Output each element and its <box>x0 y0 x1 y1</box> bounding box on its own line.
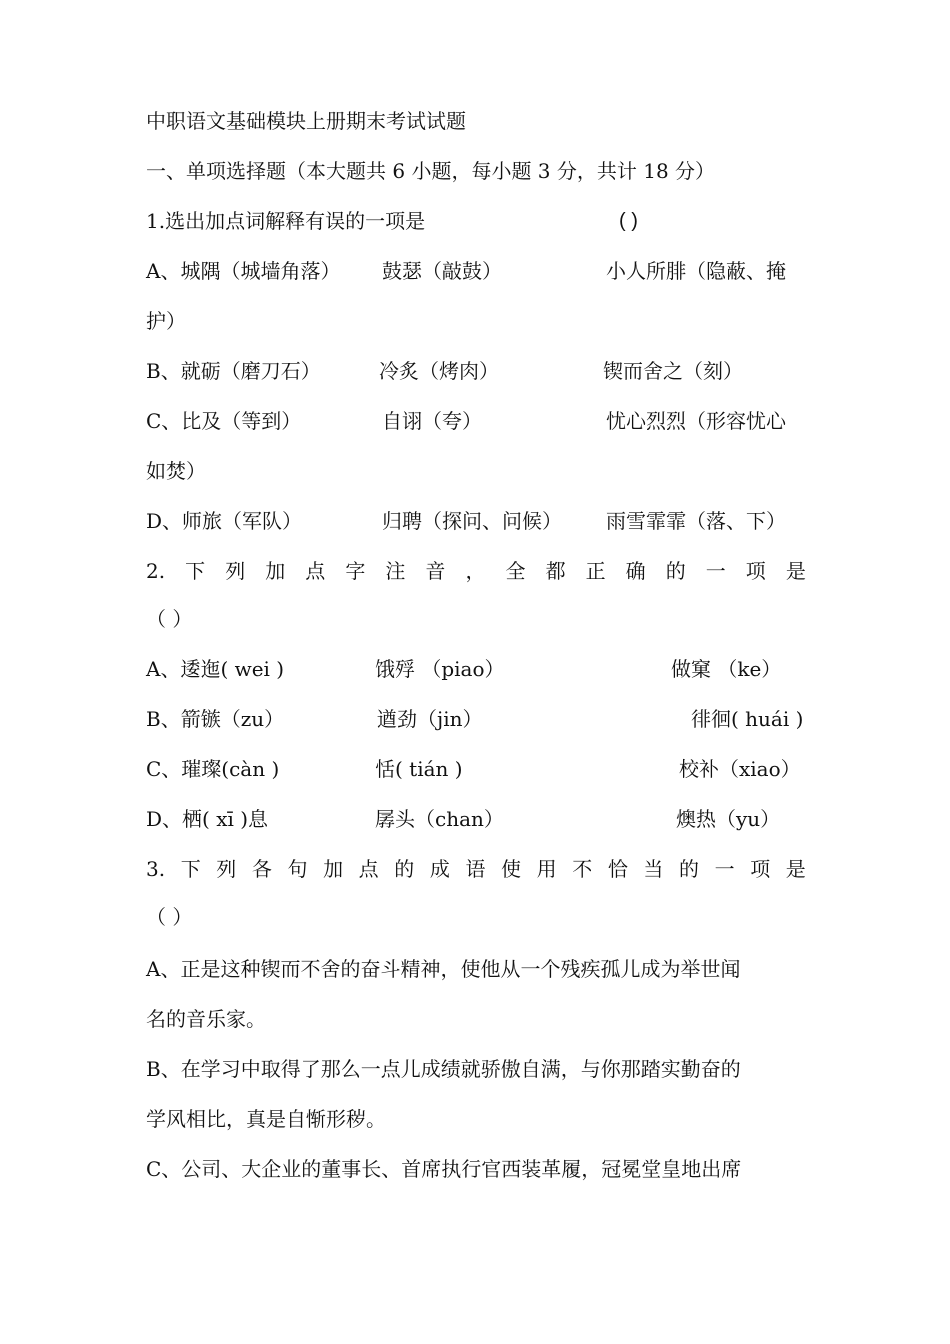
stem-char: 的 <box>394 857 415 881</box>
stem-char: 注 <box>385 559 406 583</box>
option-c-line-1: C、公司、大企业的董事长、首席执行官西装革履，冠冕堂皇地出席 <box>146 1157 742 1181</box>
stem-char: 句 <box>287 857 308 881</box>
option-c-item-1: C、比及（等到） <box>146 409 302 433</box>
stem-char: 下 <box>185 559 206 583</box>
stem-char: 2. <box>146 559 166 583</box>
stem-char: 项 <box>745 559 766 583</box>
stem-char: 点 <box>358 857 379 881</box>
stem-char: 列 <box>216 857 237 881</box>
stem-char: 加 <box>323 857 344 881</box>
stem-char: 成 <box>429 857 450 881</box>
stem-char: 语 <box>465 857 486 881</box>
stem-char: 项 <box>750 857 771 881</box>
stem-char: 字 <box>345 559 366 583</box>
stem-char: 音 <box>425 559 446 583</box>
stem-char: 一 <box>705 559 726 583</box>
stem-char: 用 <box>536 857 557 881</box>
stem-char: 当 <box>643 857 664 881</box>
option-b-line-2: 学风相比，真是自惭形秽。 <box>146 1107 386 1131</box>
stem-char: 一 <box>714 857 735 881</box>
stem-char: 是 <box>785 857 806 881</box>
question-1-stem: 1.选出加点词解释有误的一项是 <box>146 209 426 233</box>
option-d-item-2: 孱头（chan） <box>375 807 504 831</box>
option-b-item-1: B、箭镞（zu） <box>146 707 285 731</box>
option-c-item-3: 校补（xiao） <box>679 757 801 781</box>
exam-title: 中职语文基础模块上册期末考试试题 <box>146 109 466 133</box>
stem-char: 确 <box>625 559 646 583</box>
stem-char: 都 <box>545 559 566 583</box>
question-2-blank: （ ） <box>146 607 193 631</box>
option-a-item-3: 做窠 （ke） <box>671 657 782 681</box>
stem-char: 加 <box>265 559 286 583</box>
stem-char: 不 <box>572 857 593 881</box>
option-c-continuation: 如焚） <box>146 459 206 483</box>
option-a-continuation: 护） <box>146 309 186 333</box>
option-d-item-3: 雨雪霏霏（落、下） <box>606 509 786 533</box>
option-b-item-3: 徘徊( huái ) <box>691 707 804 731</box>
option-d-item-1: D、栖( xī )息 <box>146 807 269 831</box>
option-c-item-2: 恬( tián ) <box>375 757 463 781</box>
stem-char: 下 <box>180 857 201 881</box>
option-c-item-1: C、璀璨(càn ) <box>146 757 280 781</box>
option-c-item-3: 忧心烈烈（形容忧心 <box>606 409 786 433</box>
stem-char: 列 <box>225 559 246 583</box>
stem-char: 是 <box>785 559 806 583</box>
option-a-line-2: 名的音乐家。 <box>146 1007 266 1031</box>
question-2-stem <box>146 557 806 585</box>
option-d-item-1: D、师旅（军队） <box>146 509 303 533</box>
stem-char: 正 <box>585 559 606 583</box>
answer-blank: ( ) <box>619 210 638 232</box>
stem-char: 的 <box>665 559 686 583</box>
stem-char: 各 <box>251 857 272 881</box>
option-b-item-2: 遒劲（jin） <box>377 707 483 731</box>
option-b-line-1: B、在学习中取得了那么一点儿成绩就骄傲自满，与你那踏实勤奋的 <box>146 1057 741 1081</box>
stem-char: 点 <box>305 559 326 583</box>
option-b-item-1: B、就砺（磨刀石） <box>146 359 321 383</box>
option-a-item-1: A、城隅（城墙角落） <box>146 259 341 283</box>
option-a-item-3: 小人所腓（隐蔽、掩 <box>606 259 786 283</box>
option-b-item-3: 锲而舍之（刻） <box>603 359 743 383</box>
section-heading: 一、单项选择题（本大题共 6 小题，每小题 3 分，共计 18 分） <box>146 159 716 183</box>
option-a-line-1: A、正是这种锲而不舍的奋斗精神，使他从一个残疾孤儿成为举世闻 <box>146 957 741 981</box>
stem-char: 的 <box>679 857 699 881</box>
stem-char: 恰 <box>607 857 628 881</box>
stem-char: ， <box>465 559 486 583</box>
option-b-item-2: 冷炙（烤肉） <box>379 359 499 383</box>
question-3-stem <box>146 855 806 883</box>
question-3-blank: （ ） <box>146 905 193 929</box>
option-c-item-2: 自诩（夸） <box>382 409 482 433</box>
stem-char: 使 <box>501 857 522 881</box>
stem-char: 3. <box>146 857 166 881</box>
option-a-item-2: 鼓瑟（敲鼓） <box>382 259 502 283</box>
option-a-item-2: 饿殍 （piao） <box>375 657 505 681</box>
option-d-item-2: 归聘（探问、问候） <box>382 509 562 533</box>
stem-char: 全 <box>505 559 526 583</box>
option-d-item-3: 燠热（yu） <box>676 807 781 831</box>
option-a-item-1: A、逶迤( wei ) <box>146 657 285 681</box>
